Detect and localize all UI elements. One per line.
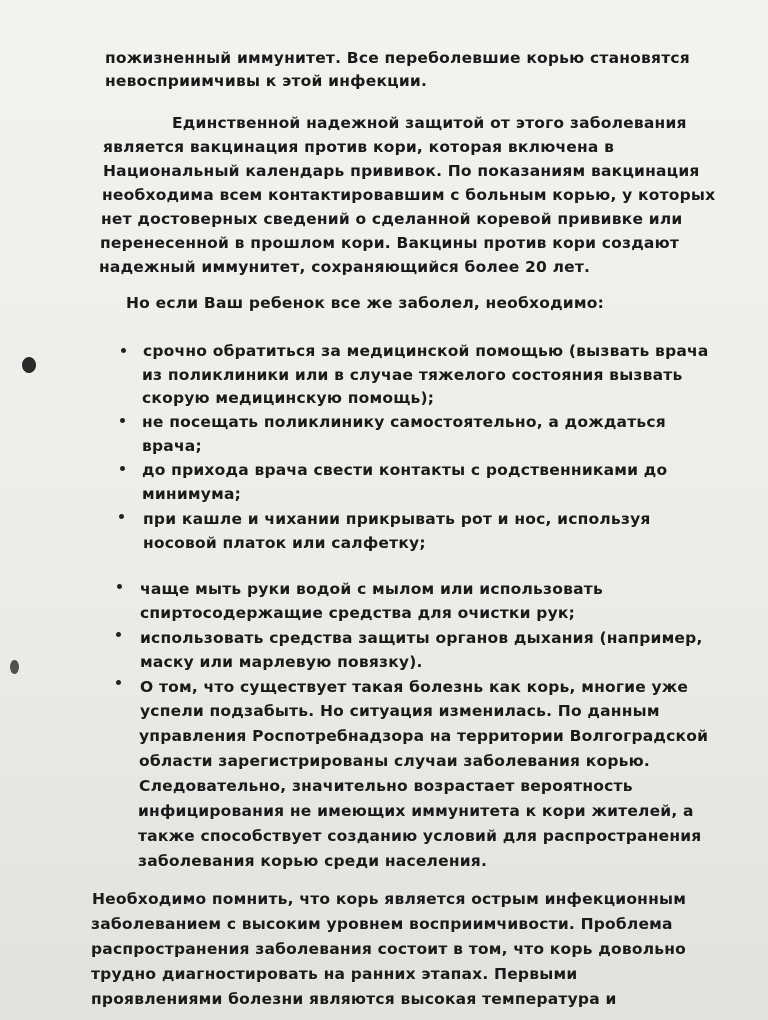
paragraph-line: проявлениями болезни являются высокая температура и	[91, 990, 617, 1008]
paragraph-line: Единственной надежной защитой от этого заболевания	[172, 114, 687, 132]
bullet-dot	[117, 584, 122, 589]
bullet-line: из поликлиники или в случае тяжелого состояния вызвать	[142, 366, 683, 384]
bullet-line: до прихода врача свести контакты с родственниками до	[142, 461, 668, 479]
bullet-line: скорую медицинскую помощь);	[142, 389, 435, 407]
bullet-line: маску или марлевую повязку).	[140, 653, 423, 671]
bullet-dot	[120, 466, 125, 471]
punch-hole-mark	[10, 660, 19, 674]
bullet-line: О том, что существует такая болезнь как корь, многие уже	[140, 678, 689, 696]
bullet-line: срочно обратиться за медицинской помощью (вызвать врача	[143, 342, 709, 360]
bullet-line: носовой платок или салфетку;	[143, 534, 426, 552]
paragraph-line: распространения заболевания состоит в том, что корь довольно	[91, 940, 687, 958]
bullet-line: Следовательно, значительно возрастает вероятность	[139, 777, 633, 795]
paragraph-line: Необходимо помнить, что корь является острым инфекционным	[92, 890, 687, 908]
paragraph-line: Национальный календарь прививок. По показаниям вакцинация	[103, 162, 700, 180]
bullet-dot	[116, 680, 121, 685]
paragraph-line: трудно диагностировать на ранних этапах. Первыми	[91, 965, 578, 983]
bullet-dot	[121, 348, 126, 353]
bullet-dot	[116, 632, 121, 637]
bullet-line: не посещать поликлинику самостоятельно, а дождаться	[142, 413, 666, 431]
bullet-line: минимума;	[142, 485, 242, 503]
bullet-line: чаще мыть руки водой с мылом или использовать	[140, 580, 603, 598]
paragraph-line: нет достоверных сведений о сделанной коревой прививке или	[101, 210, 683, 228]
bullet-line: также способствует созданию условий для распространения	[138, 827, 702, 845]
paragraph-line: необходима всем контактировавшим с больным корью, у которых	[102, 186, 716, 204]
paragraph-line: невосприимчивы к этой инфекции.	[105, 72, 428, 90]
bullet-line: инфицирования не имеющих иммунитета к кори жителей, а	[138, 802, 694, 820]
bullet-line: успели подзабыть. Но ситуация изменилась. По данным	[140, 702, 660, 720]
list-intro: Но если Ваш ребенок все же заболел, необходимо:	[126, 294, 604, 312]
paragraph-line: заболеванием с высоким уровнем восприимчивости. Проблема	[91, 915, 673, 933]
paragraph-line: является вакцинация против кори, которая включена в	[103, 138, 615, 156]
bullet-line: заболевания корью среди населения.	[138, 852, 488, 870]
bullet-line: спиртосодержащие средства для очистки рук;	[140, 604, 576, 622]
paragraph-line: надежный иммунитет, сохраняющийся более 20 лет.	[99, 258, 591, 276]
bullet-line: врача;	[142, 437, 202, 455]
bullet-line: использовать средства защиты органов дыхания (например,	[140, 629, 703, 647]
bullet-line: области зарегистрированы случаи заболевания корью.	[139, 752, 651, 770]
bullet-line: при кашле и чихании прикрывать рот и нос, используя	[143, 510, 651, 528]
punch-hole-mark	[22, 357, 36, 373]
bullet-dot	[120, 418, 125, 423]
paragraph-line: пожизненный иммунитет. Все переболевшие корью становятся	[105, 49, 690, 67]
paragraph-line: перенесенной в прошлом кори. Вакцины против кори создают	[100, 234, 680, 252]
bullet-line: управления Роспотребнадзора на территории Волгоградской	[139, 727, 709, 745]
bullet-dot	[119, 514, 124, 519]
